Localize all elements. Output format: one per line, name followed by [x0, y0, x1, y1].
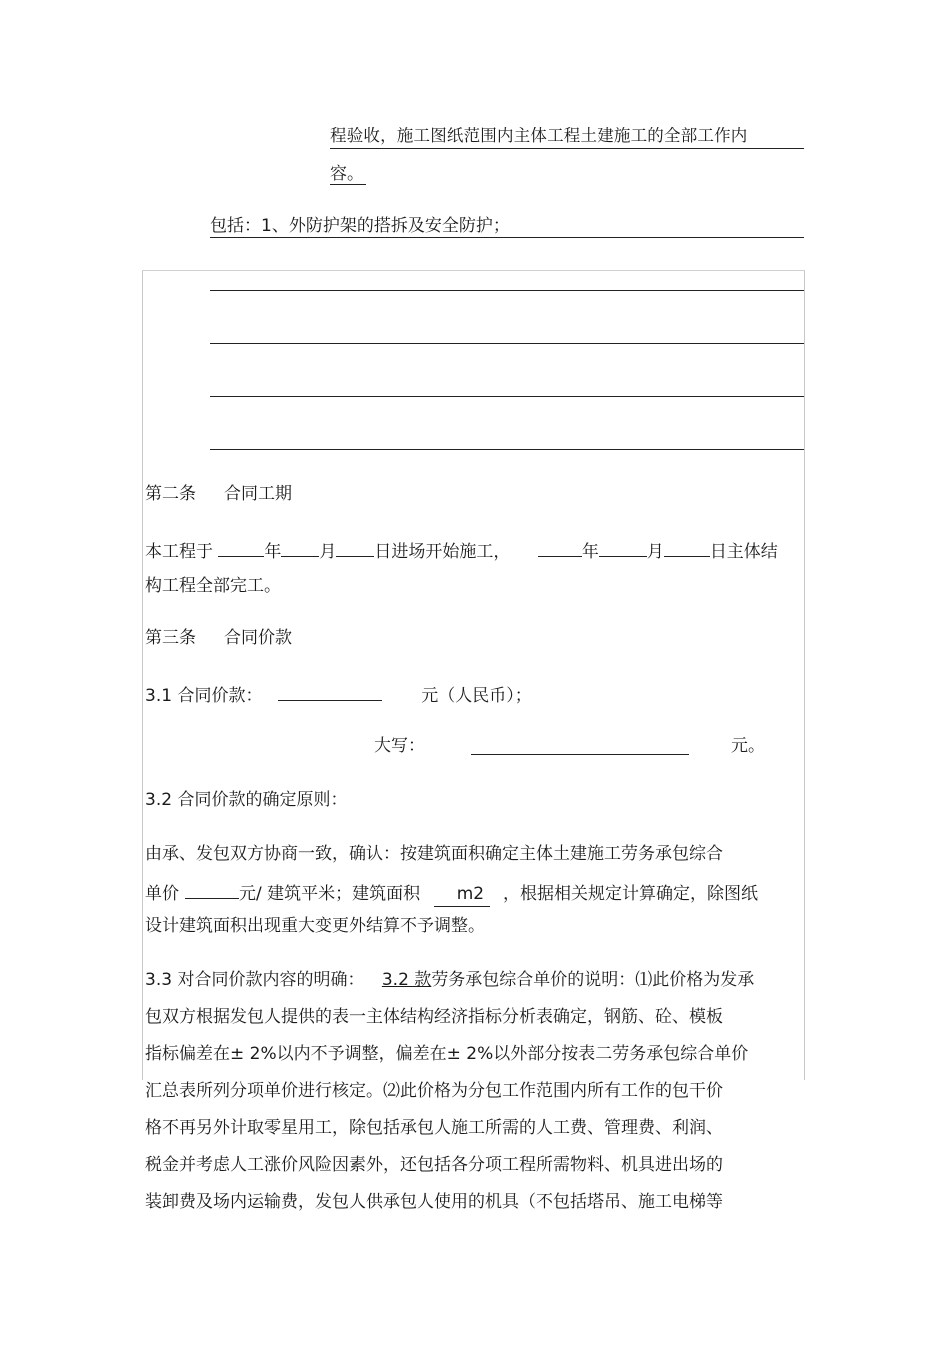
blank-line-3 [210, 396, 804, 397]
includes-underline [210, 237, 804, 238]
section-3-2-p2: 单价 元/ 建筑平米；建筑面积 m2 ，根据相关规定计算确定，除图纸 [145, 878, 758, 907]
section-3-3-line-5: 格不再另外计取零星用工，除包括承包人施工所需的人工费、管理费、利润、 [145, 1118, 723, 1138]
end-year-blank[interactable] [538, 536, 582, 557]
section-3-3-line-4: 汇总表所列分项单价进行核定。⑵此价格为分包工作范围内所有工作的包干价 [145, 1081, 723, 1101]
scope-includes: 包括：1、外防护架的搭拆及安全防护； [210, 216, 510, 236]
end-month-blank[interactable] [599, 536, 647, 557]
section-3-1: 3.1 合同价款： 元（人民币）； [145, 680, 532, 708]
frame-left-line [142, 270, 143, 1080]
article-2-line-1: 本工程于 年 月 日进场开始施工， 年 月 日主体结 [145, 536, 778, 564]
article-2-heading [145, 482, 292, 506]
scope-line-1-underline [330, 148, 804, 149]
scope-line-2: 容。 [330, 164, 364, 184]
daxie-label: 大写： [374, 736, 425, 756]
unit-price-blank[interactable] [185, 878, 239, 899]
start-year-blank[interactable] [218, 536, 264, 557]
blank-line-1 [210, 290, 804, 291]
area-blank[interactable]: m2 [434, 882, 490, 907]
section-3-3-line-7: 装卸费及场内运输费，发包人供承包人使用的机具（不包括塔吊、施工电梯等 [145, 1192, 723, 1212]
article-3-title: 第三条 [145, 628, 196, 648]
contract-price-blank[interactable] [278, 680, 382, 701]
section-3-3-line-3: 指标偏差在± 2%以内不予调整，偏差在± 2%以外部分按表二劳务承包综合单价 [145, 1044, 749, 1064]
article-2-title: 第二条 [145, 484, 196, 504]
article-2-name: 合同工期 [224, 484, 292, 504]
article-2-line-2: 构工程全部完工。 [145, 576, 281, 596]
daxie-blank[interactable] [471, 754, 689, 755]
section-3-2-title: 3.2 合同价款的确定原则： [145, 790, 348, 810]
end-day-blank[interactable] [664, 536, 710, 557]
frame-right-line [804, 270, 805, 1080]
article-3-name: 合同价款 [224, 628, 292, 648]
blank-line-2 [210, 343, 804, 344]
daxie-unit: 元。 [731, 736, 765, 756]
start-month-blank[interactable] [281, 536, 319, 557]
section-3-3-line-1: 3.3 对合同价款内容的明确： 3.2 款劳务承包综合单价的说明：⑴此价格为发承 [145, 970, 755, 990]
section-3-2-p1: 由承、发包双方协商一致，确认：按建筑面积确定主体土建施工劳务承包综合 [145, 844, 723, 864]
article-3-heading [145, 626, 292, 650]
start-day-blank[interactable] [336, 536, 374, 557]
section-3-3-line-2: 包双方根据发包人提供的表一主体结构经济指标分析表确定，钢筋、砼、模板 [145, 1007, 723, 1027]
section-3-3-line-6: 税金并考虑人工涨价风险因素外，还包括各分项工程所需物料、机具进出场的 [145, 1155, 723, 1175]
frame-top-line [142, 270, 804, 271]
scope-line-1: 程验收，施工图纸范围内主体工程土建施工的全部工作内 [330, 126, 748, 145]
scope-line-2-underline [330, 184, 366, 185]
blank-line-4 [210, 449, 804, 450]
section-3-2-p3: 设计建筑面积出现重大变更外结算不予调整。 [145, 916, 485, 936]
